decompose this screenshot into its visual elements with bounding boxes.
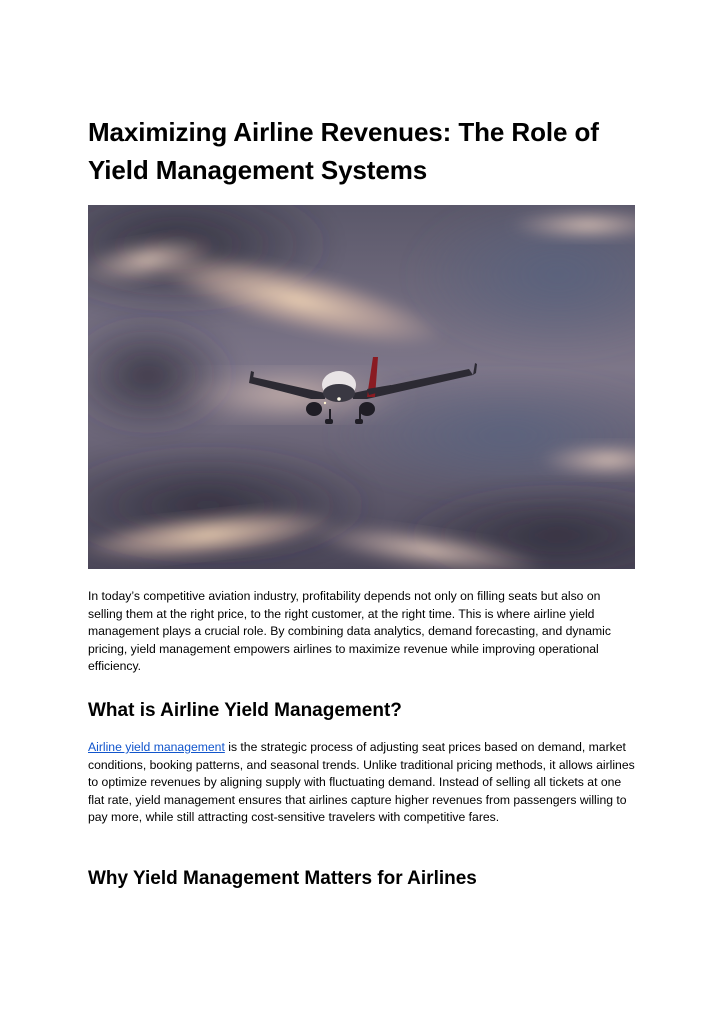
article-title: Maximizing Airline Revenues: The Role of Yield Management Systems	[88, 117, 599, 185]
section1-paragraph	[88, 739, 636, 827]
section1-body-text: is the strategic process of adjusting seat prices based on demand, market conditions, booking patterns, and seasonal trends. Unlike traditional pricing methods, it allows airlines to optimize revenues by aligning supply with fluctuating demand. Instead of selling all tickets at one flat rate, yield management ensures that airlines capture higher revenues from passengers willing to pay more, while still attracting cost-sensitive travelers with competitive fares.	[88, 740, 635, 825]
section-heading-why-yield-management-matters: Why Yield Management Matters for Airlines	[88, 868, 477, 889]
airline-yield-management-link[interactable]: Airline yield management	[88, 740, 225, 754]
section-heading-what-is-yield-management: What is Airline Yield Management?	[88, 700, 402, 721]
hero-image	[88, 205, 635, 569]
airplane-in-cloudy-sky-photo-icon	[88, 205, 635, 569]
intro-paragraph: In today’s competitive aviation industry, profitability depends not only on filling seats but also on selling them at the right price, to the right customer, at the right time. This is where airline yield management plays a crucial role. By combining data analytics, demand forecasting, and dynamic pricing, yield management empowers airlines to maximize revenue while improving operational efficiency.	[88, 589, 611, 674]
